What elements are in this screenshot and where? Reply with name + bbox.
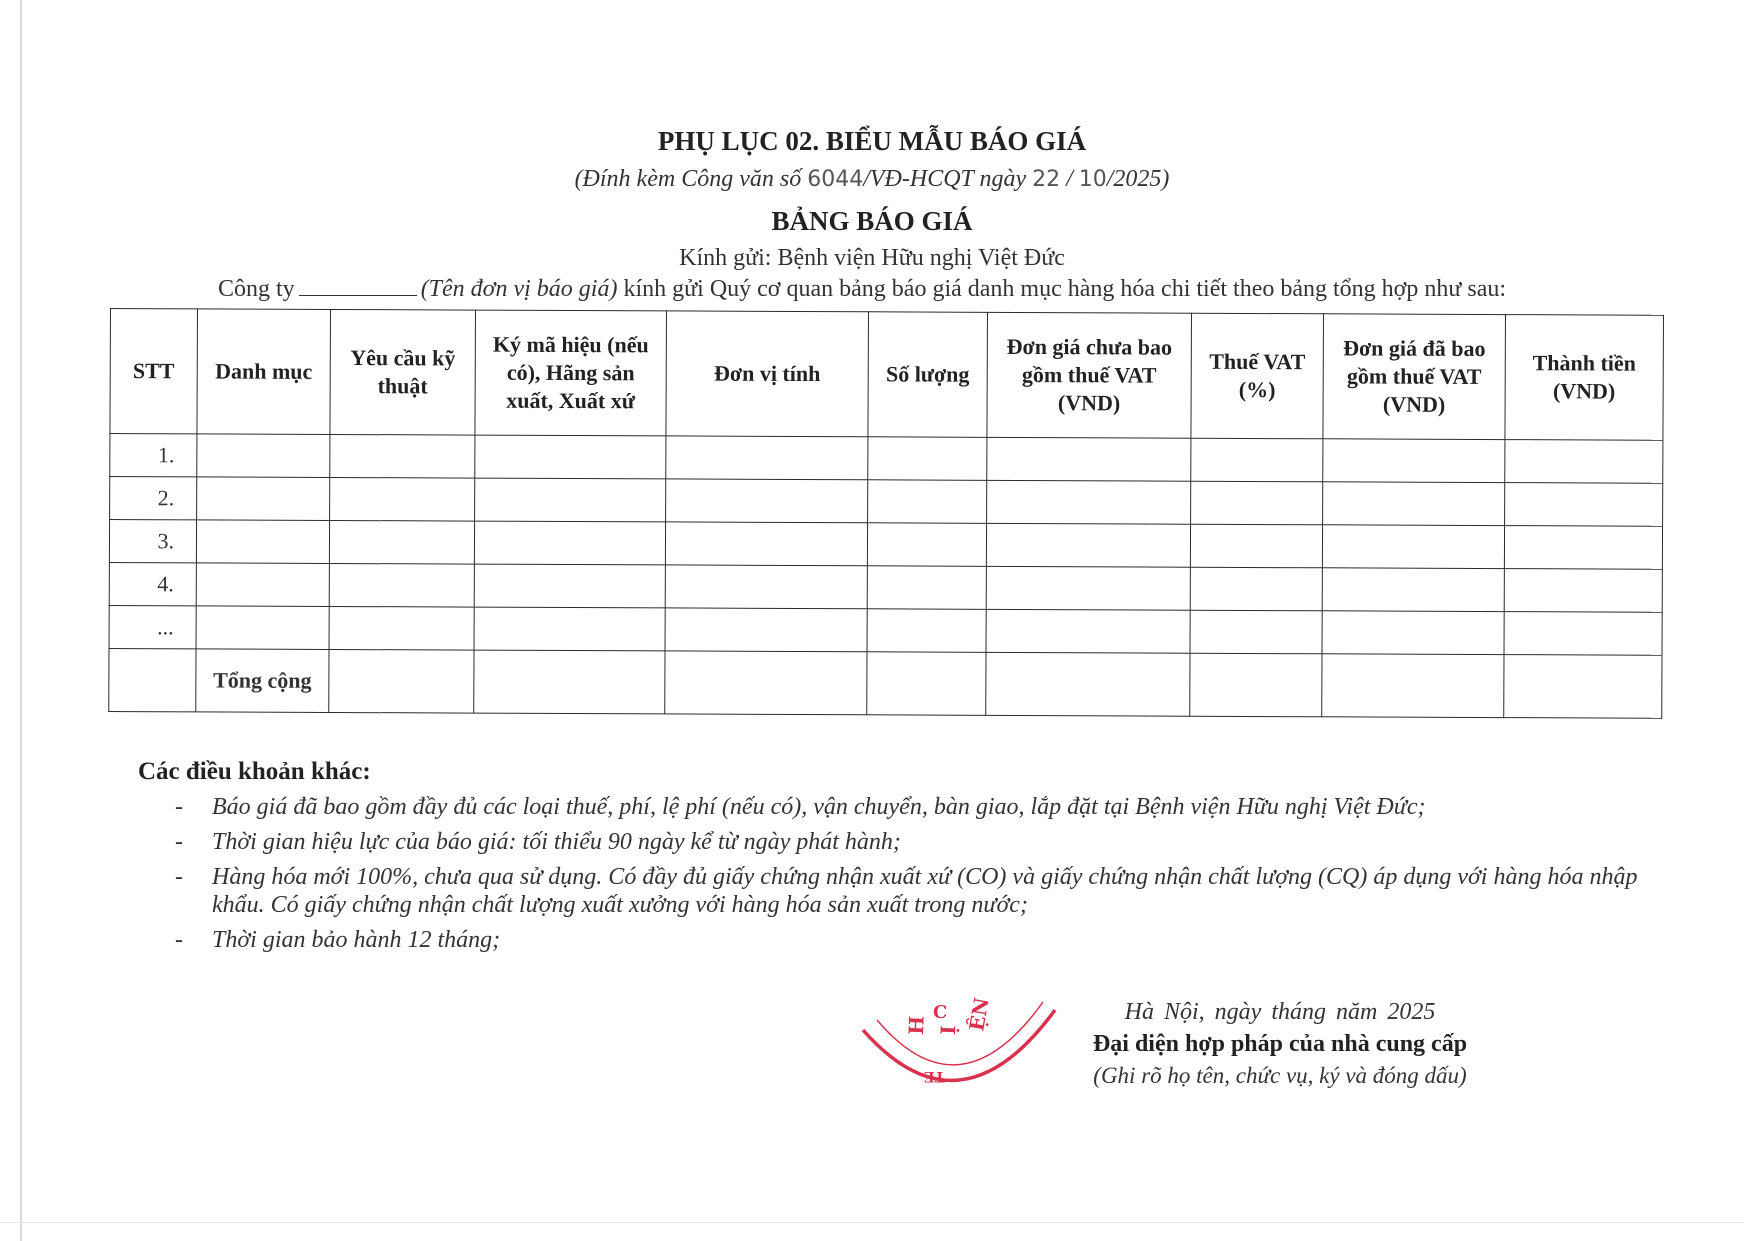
- total-amount-cell[interactable]: [1504, 655, 1662, 719]
- col-header-vat-rate: Thuế VAT (%): [1191, 313, 1324, 439]
- stamp-text: Ị: [936, 1024, 961, 1036]
- table-cell[interactable]: [329, 649, 474, 713]
- total-label: Tổng cộng: [196, 649, 329, 713]
- signature-note: (Ghi rõ họ tên, chức vụ, ký và đóng dấu): [1093, 1063, 1467, 1088]
- table-cell[interactable]: [665, 608, 867, 652]
- table-cell[interactable]: [868, 480, 987, 524]
- terms-item: [170, 828, 1670, 856]
- handwritten-month: 10: [1078, 167, 1107, 192]
- table-body: [109, 434, 1663, 656]
- table-cell[interactable]: [329, 606, 474, 650]
- terms-list: [170, 793, 1670, 961]
- table-cell[interactable]: [868, 437, 987, 481]
- total-row: [109, 648, 1662, 718]
- table-cell[interactable]: [1322, 654, 1504, 718]
- table-cell[interactable]: [475, 435, 666, 479]
- stamp-text: H: [904, 1015, 929, 1036]
- table-cell[interactable]: [475, 478, 666, 522]
- col-header-item: Danh mục: [197, 309, 331, 435]
- col-header-specs: Yêu cầu kỹ thuật: [330, 309, 476, 435]
- table-cell[interactable]: [986, 523, 1190, 567]
- table-cell[interactable]: [196, 606, 329, 650]
- table-cell[interactable]: [1190, 524, 1322, 568]
- table-cell[interactable]: [329, 563, 474, 607]
- recipient-line: Kính gửi: Bệnh viện Hữu nghị Việt Đức: [679, 245, 1065, 271]
- stamp-text: C: [933, 1002, 948, 1023]
- table-cell[interactable]: [474, 607, 665, 651]
- table-cell[interactable]: [666, 436, 868, 480]
- document-title: PHỤ LỤC 02. BIỂU MẪU BÁO GIÁ: [657, 126, 1087, 156]
- table-cell[interactable]: [1191, 481, 1323, 525]
- handwritten-day: 22: [1032, 167, 1061, 192]
- table-cell[interactable]: [665, 565, 867, 609]
- quotation-table: [108, 308, 1664, 719]
- table-cell[interactable]: [986, 609, 1190, 653]
- scan-bottom-edge: [0, 1222, 1744, 1223]
- table-row: [110, 477, 1663, 527]
- table-cell[interactable]: [986, 566, 1190, 610]
- list-dash: -: [175, 927, 183, 953]
- table-cell[interactable]: [330, 477, 475, 521]
- signature-block: [1055, 996, 1505, 1092]
- table-cell[interactable]: [666, 479, 868, 523]
- table-cell[interactable]: [329, 520, 474, 564]
- handwritten-doc-number: 6044: [807, 167, 864, 192]
- col-header-unit: Đơn vị tính: [666, 311, 869, 437]
- table-row: [109, 562, 1662, 612]
- list-dash: -: [175, 829, 183, 855]
- table-cell[interactable]: [665, 651, 867, 715]
- intro-rest: kính gửi Quý cơ quan bảng báo giá danh mục hàng hóa chi tiết theo bảng tổng hợp như sau:: [617, 276, 1507, 302]
- table-cell[interactable]: [1323, 439, 1505, 483]
- attachment-prefix: (Đính kèm Công văn số: [574, 166, 808, 192]
- table-cell[interactable]: [986, 652, 1190, 716]
- col-header-quantity: Số lượng: [868, 312, 988, 438]
- intro-line: [218, 275, 1506, 303]
- attachment-suffix: /2025): [1106, 166, 1170, 192]
- table-cell[interactable]: [1190, 653, 1322, 717]
- terms-item: [170, 793, 1670, 821]
- terms-item-text: Thời gian bảo hành 12 tháng;: [212, 927, 501, 953]
- table-cell[interactable]: [1190, 610, 1322, 654]
- attachment-mid: /VĐ-HCQT ngày: [863, 166, 1033, 192]
- table-cell[interactable]: [330, 434, 475, 478]
- company-name-blank: [299, 275, 417, 296]
- table-cell[interactable]: [1322, 525, 1504, 569]
- table-cell[interactable]: [196, 563, 329, 607]
- representative-label: Đại diện hợp pháp của nhà cung cấp: [1092, 1031, 1468, 1057]
- table-cell[interactable]: [196, 520, 329, 564]
- table-row: [109, 520, 1662, 570]
- table-cell[interactable]: [867, 566, 986, 610]
- terms-title: Các điều khoản khác:: [138, 758, 371, 785]
- terms-item-text: Hàng hóa mới 100%, chưa qua sử dụng. Có đầy đủ giấy chứng nhận xuất xứ (CO) và giấy chứng nhận chất lượng (CQ) áp dụng với hàng hóa nhập khẩu. Có giấy chứng nhận chất lượng xuất xưởng với hàng hóa sản xuất trong nước;: [212, 864, 1638, 918]
- attachment-reference: [0, 166, 1744, 193]
- table-cell[interactable]: [1505, 440, 1663, 484]
- terms-item-text: Thời gian hiệu lực của báo giá: tối thiểu 90 ngày kể từ ngày phát hành;: [212, 829, 901, 855]
- table-cell[interactable]: [987, 480, 1191, 524]
- stamp-text: TE: [923, 1068, 945, 1084]
- table-cell[interactable]: [1322, 568, 1504, 612]
- table-title: BẢNG BÁO GIÁ: [771, 206, 973, 236]
- table-row: [110, 434, 1663, 484]
- table-cell[interactable]: [867, 652, 986, 716]
- stamp-text: ỆN: [964, 995, 994, 1033]
- terms-item: [170, 926, 1670, 954]
- col-header-amount: Thành tiền (VND): [1505, 315, 1664, 441]
- table-cell[interactable]: [197, 477, 330, 521]
- table-cell[interactable]: [197, 434, 330, 478]
- terms-item: [170, 863, 1670, 919]
- table-cell[interactable]: [1504, 612, 1662, 656]
- list-dash: -: [175, 864, 183, 890]
- table-cell[interactable]: [474, 521, 665, 565]
- row-number: 2.: [110, 477, 197, 520]
- table-cell[interactable]: [1191, 438, 1323, 482]
- table-cell[interactable]: [474, 650, 665, 714]
- table-cell[interactable]: [1504, 569, 1662, 613]
- row-number: 4.: [109, 562, 196, 605]
- table-cell[interactable]: [1322, 611, 1504, 655]
- col-header-price-excl-vat: Đơn giá chưa bao gồm thuế VAT (VND): [987, 312, 1192, 438]
- intro-placeholder: (Tên đơn vị báo giá): [420, 276, 618, 302]
- total-stt-cell: [109, 648, 196, 711]
- red-seal-stamp: [855, 990, 1065, 1100]
- table-cell[interactable]: [665, 522, 867, 566]
- col-header-stt: STT: [110, 309, 198, 434]
- table-cell[interactable]: [474, 564, 665, 608]
- table-row: [109, 605, 1662, 655]
- table-cell[interactable]: [1323, 482, 1505, 526]
- row-number: 3.: [109, 520, 196, 563]
- intro-company: Công ty: [218, 276, 295, 302]
- row-number: ...: [109, 605, 196, 648]
- terms-item-text: Báo giá đã bao gồm đầy đủ các loại thuế, phí, lệ phí (nếu có), vận chuyển, bàn giao, lắp đặt tại Bệnh viện Hữu nghị Việt Đức;: [212, 794, 1426, 820]
- table-cell[interactable]: [867, 523, 986, 567]
- row-number: 1.: [110, 434, 197, 477]
- col-header-price-incl-vat: Đơn giá đã bao gồm thuế VAT (VND): [1323, 314, 1506, 440]
- place-date-line: Hà Nội, ngày tháng năm 2025: [1124, 999, 1436, 1025]
- table-cell[interactable]: [1504, 526, 1662, 570]
- col-header-model-origin: Ký mã hiệu (nếu có), Hãng sản xuất, Xuất xứ: [475, 310, 667, 436]
- table-cell[interactable]: [1505, 483, 1663, 527]
- table-cell[interactable]: [1190, 567, 1322, 611]
- date-separator: /: [1060, 166, 1079, 192]
- table-cell[interactable]: [987, 437, 1191, 481]
- list-dash: -: [175, 794, 183, 820]
- table-cell[interactable]: [867, 609, 986, 653]
